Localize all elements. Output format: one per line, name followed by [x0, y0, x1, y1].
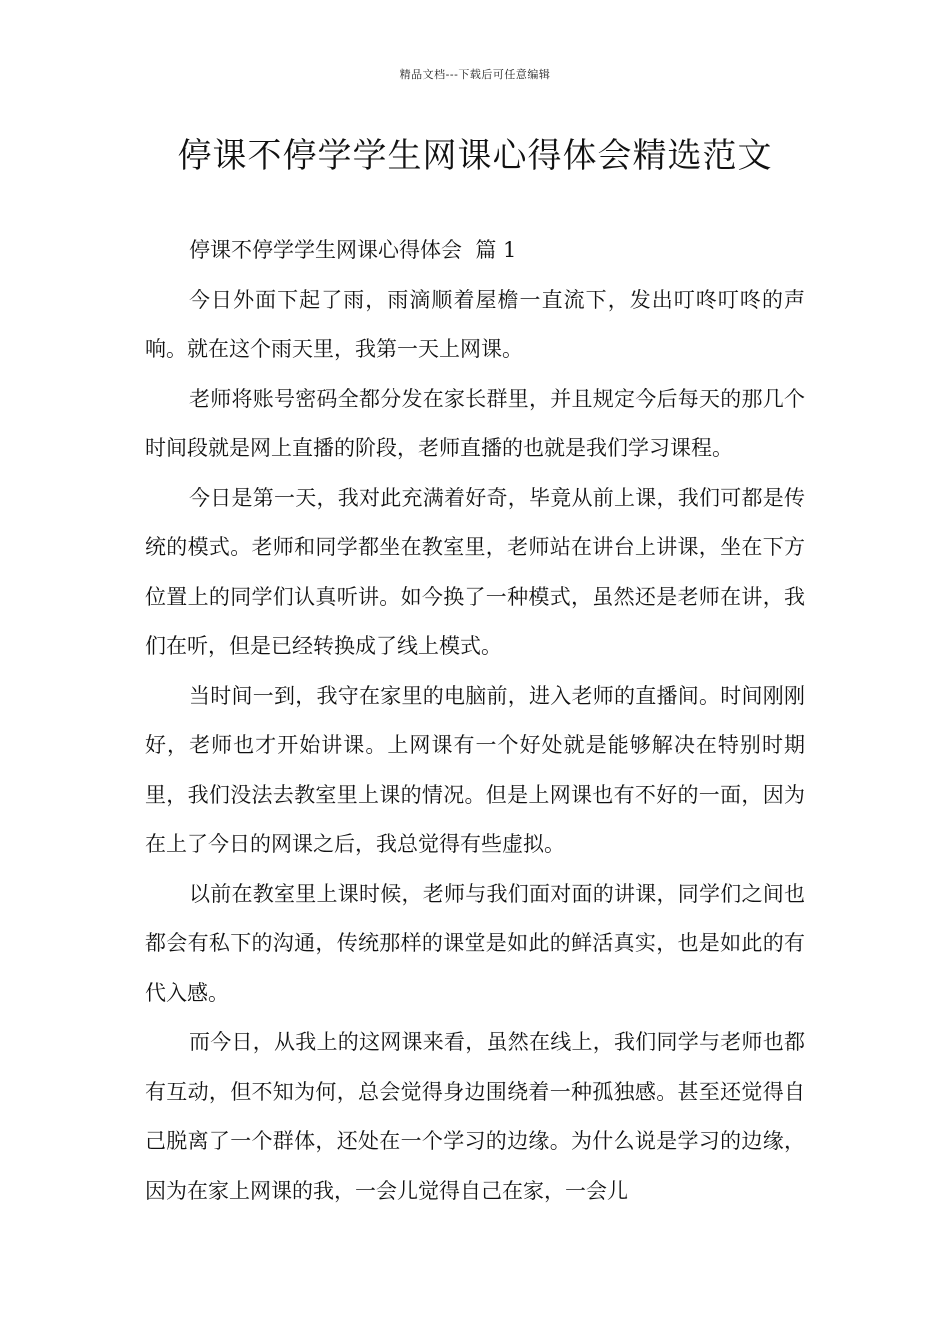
paragraph-6: 而今日，从我上的这网课来看，虽然在线上，我们同学与老师也都有互动，但不知为何，总会觉得身边围绕着一种孤独感。甚至还觉得自己脱离了一个群体，还处在一个学习的边缘。为什么说是学习的边缘，因为在家上网课的我，一会儿觉得自己在家，一会儿	[145, 1030, 805, 1203]
paragraph-1: 今日外面下起了雨，雨滴顺着屋檐一直流下，发出叮咚叮咚的声响。就在这个雨天里，我第一天上网课。	[145, 287, 805, 361]
paragraph-3: 今日是第一天，我对此充满着好奇，毕竟从前上课，我们可都是传统的模式。老师和同学都坐在教室里，老师站在讲台上讲课，坐在下方位置上的同学们认真听讲。如今换了一种模式，虽然还是老师在讲，我们在听，但是已经转换成了线上模式。	[145, 485, 805, 658]
paragraph-5: 以前在教室里上课时候，老师与我们面对面的讲课，同学们之间也都会有私下的沟通，传统那样的课堂是如此的鲜活真实，也是如此的有代入感。	[145, 881, 805, 1005]
document-header-note: 精品文档---下载后可任意编辑	[399, 68, 551, 81]
document-title: 停课不停学学生网课心得体会精选范文	[177, 136, 773, 176]
paragraph-2: 老师将账号密码全都分发在家长群里，并且规定今后每天的那几个时间段就是网上直播的阶段，老师直播的也就是我们学习课程。	[145, 386, 805, 460]
paragraph-4: 当时间一到，我守在家里的电脑前，进入老师的直播间。时间刚刚好，老师也才开始讲课。上网课有一个好处就是能够解决在特别时期里，我们没法去教室里上课的情况。但是上网课也有不好的一面，因为在上了今日的网课之后，我总觉得有些虚拟。	[145, 683, 805, 856]
section-heading: 停课不停学学生网课心得体会 篇 1	[189, 238, 517, 262]
document-body	[145, 226, 805, 1216]
